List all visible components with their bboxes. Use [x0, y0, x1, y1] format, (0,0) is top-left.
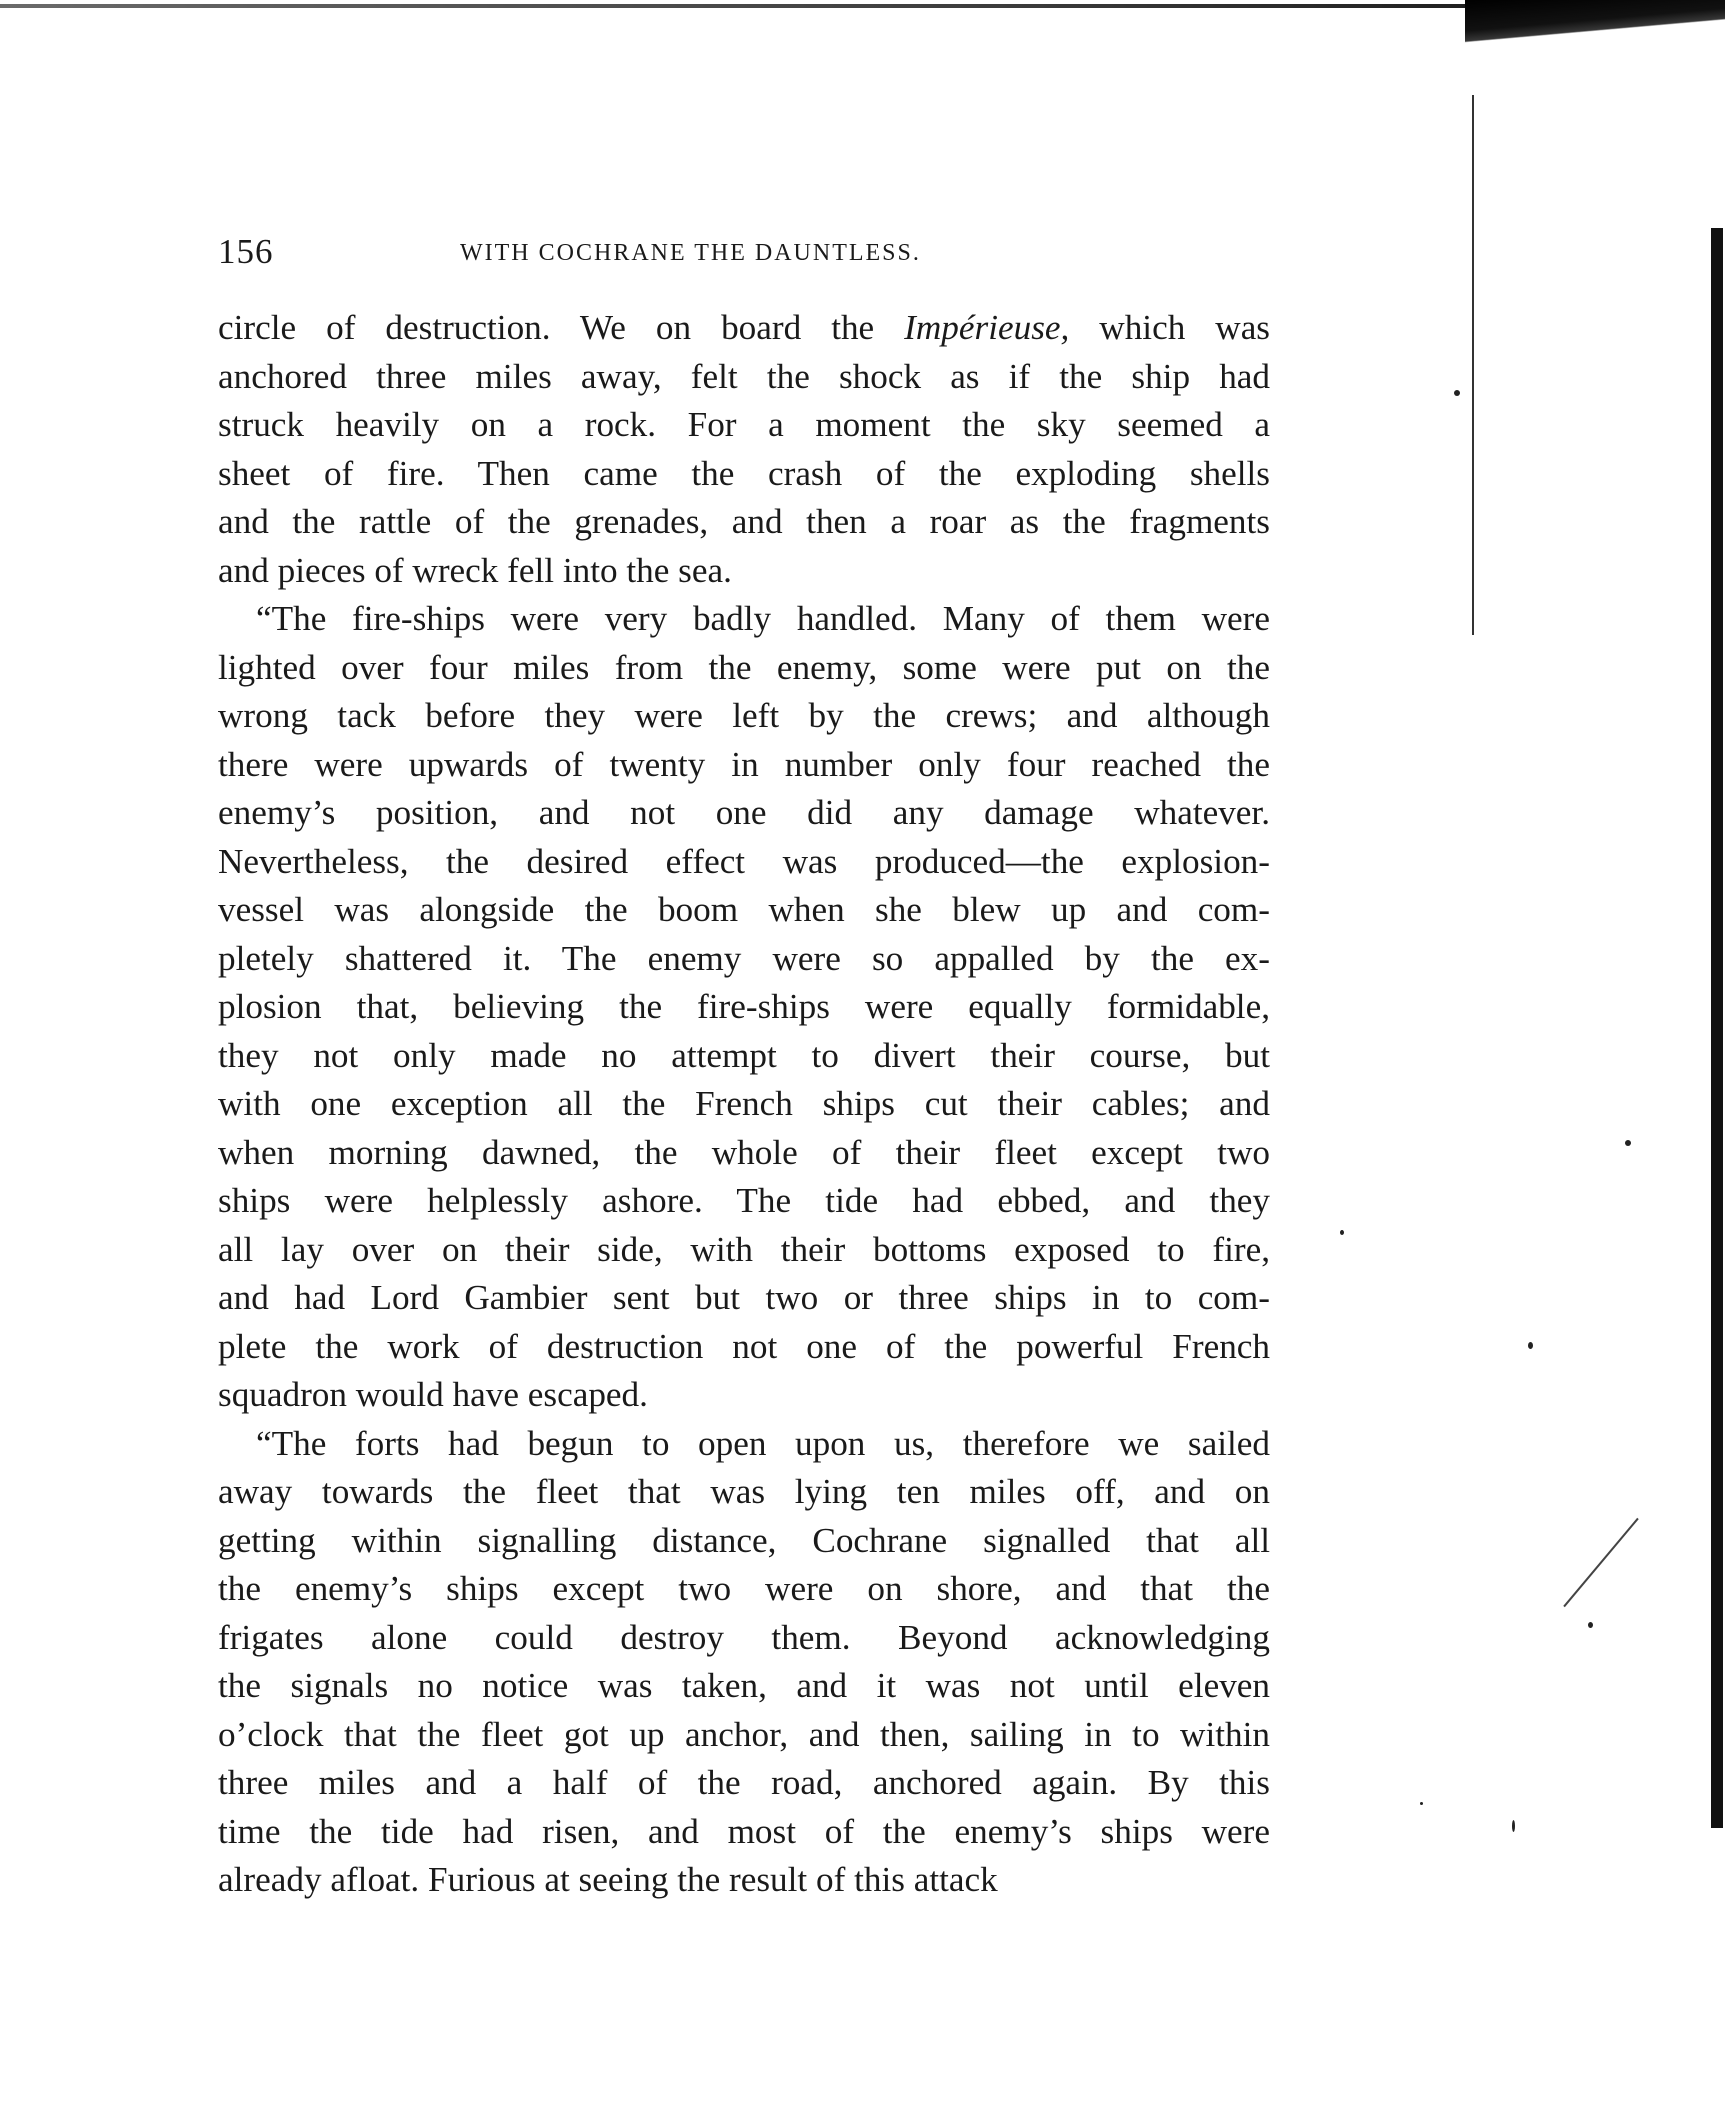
text-line: getting within signalling distance, Cochrane signalled that all [218, 1520, 1270, 1560]
paragraph [218, 595, 1270, 1420]
text-line: Nevertheless, the desired effect was produced—the explosion- [218, 841, 1270, 881]
text-line: frigates alone could destroy them. Beyond acknowledging [218, 1617, 1270, 1657]
paragraph [218, 1420, 1270, 1905]
scan-speck [1588, 1622, 1593, 1628]
text-line: three miles and a half of the road, anchored again. By this [218, 1763, 1270, 1802]
text-line: pletely shattered it. The enemy were so appalled by the ex- [218, 938, 1270, 978]
scan-speck [1454, 390, 1460, 396]
text-line: vessel was alongside the boom when she blew up and com- [218, 890, 1270, 929]
text-line: when morning dawned, the whole of their fleet except two [218, 1132, 1270, 1172]
text-line: wrong tack before they were left by the crews; and although [218, 696, 1270, 735]
running-head [218, 232, 1270, 282]
text-line: away towards the fleet that was lying ten miles off, and on [218, 1472, 1270, 1511]
text-line: anchored three miles away, felt the shock as if the ship had [218, 356, 1270, 396]
ship-name-italic: Impérieuse, [904, 308, 1070, 347]
top-edge-shadow [1465, 0, 1725, 46]
text-line: they not only made no attempt to divert their course, but [218, 1035, 1270, 1075]
text-line: and the rattle of the grenades, and then a roar as the fragments [218, 502, 1270, 541]
book-page [218, 232, 1270, 1905]
scan-speck [1420, 1802, 1423, 1805]
scan-speck [1512, 1820, 1515, 1832]
text-line: sheet of fire. Then came the crash of the exploding shells [218, 453, 1270, 493]
text-line: and pieces of wreck fell into the sea. [218, 550, 732, 590]
text-line [218, 304, 1270, 353]
text-line: o’clock that the fleet got up anchor, and then, sailing in to within [218, 1714, 1270, 1754]
page-number: 156 [218, 232, 274, 271]
text-line: plosion that, believing the fire-ships were equally formidable, [218, 987, 1270, 1026]
text-run: circle of destruction. We on board the [218, 308, 905, 347]
text-line: plete the work of destruction not one of the powerful French [218, 1326, 1270, 1366]
text-line: with one exception all the French ships cut their cables; and [218, 1084, 1270, 1123]
text-line: there were upwards of twenty in number only four reached the [218, 744, 1270, 784]
text-line: the enemy’s ships except two were on shore, and that the [218, 1569, 1270, 1608]
text-line: ships were helplessly ashore. The tide had ebbed, and they [218, 1181, 1270, 1220]
right-edge-shadow [1711, 228, 1723, 1828]
text-line: lighted over four miles from the enemy, some were put on the [218, 647, 1270, 687]
text-line: already afloat. Furious at seeing the result of this attack [218, 1860, 998, 1899]
scan-speck [1625, 1140, 1631, 1146]
text-line: “The forts had begun to open upon us, therefore we sailed [256, 1423, 1270, 1463]
text-line: squadron would have escaped. [218, 1375, 648, 1414]
text-line: enemy’s position, and not one did any damage whatever. [218, 793, 1270, 832]
text-line: struck heavily on a rock. For a moment the sky seemed a [218, 405, 1270, 444]
running-title: WITH COCHRANE THE DAUNTLESS. [460, 240, 921, 266]
body-text [218, 304, 1270, 1905]
text-line: all lay over on their side, with their bottoms exposed to fire, [218, 1229, 1270, 1269]
paragraph [218, 304, 1270, 595]
scan-speck [1340, 1230, 1344, 1235]
text-line: and had Lord Gambier sent but two or three ships in to com- [218, 1278, 1270, 1317]
binding-line [1472, 95, 1474, 635]
text-line: time the tide had risen, and most of the enemy’s ships were [218, 1811, 1270, 1851]
text-line: “The fire-ships were very badly handled. Many of them were [256, 599, 1270, 638]
scan-scratch [1563, 1518, 1638, 1607]
text-run: which was [1069, 308, 1271, 347]
scan-speck [1528, 1342, 1533, 1349]
text-line: the signals no notice was taken, and it was not until eleven [218, 1666, 1270, 1705]
